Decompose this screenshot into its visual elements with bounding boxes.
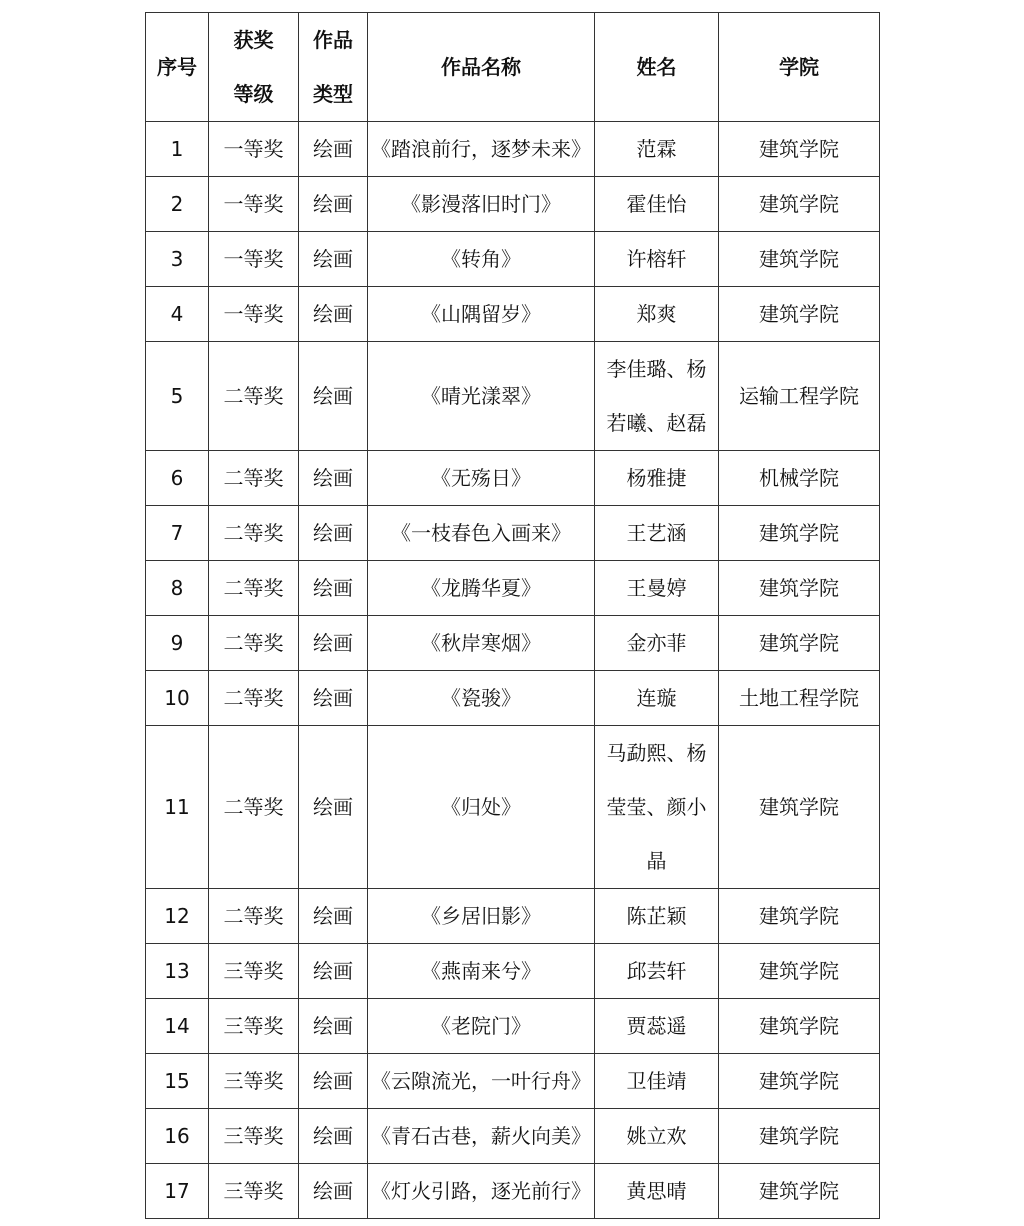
cell-work-type <box>299 506 368 561</box>
cell-work-title <box>368 451 595 506</box>
cell-name <box>595 1054 719 1109</box>
cell-work-title <box>368 232 595 287</box>
cell-work-title-text: 《秋岸寒烟》 <box>421 631 541 655</box>
cell-serial <box>146 671 209 726</box>
cell-work-title-text: 《影漫落旧时门》 <box>401 192 561 216</box>
cell-serial-text: 8 <box>170 576 184 600</box>
cell-name-text: 邱芸轩 <box>626 959 687 983</box>
cell-work-title-text: 《踏浪前行，逐梦未来》 <box>371 137 591 161</box>
cell-award-level <box>209 616 299 671</box>
cell-work-type-text: 绘画 <box>313 795 353 819</box>
cell-work-title <box>368 889 595 944</box>
table-row <box>146 287 880 342</box>
cell-serial <box>146 232 209 287</box>
cell-serial <box>146 122 209 177</box>
cell-serial <box>146 506 209 561</box>
cell-college <box>719 122 880 177</box>
cell-college-text: 运输工程学院 <box>739 384 859 408</box>
cell-college <box>719 671 880 726</box>
cell-work-type <box>299 122 368 177</box>
cell-work-title <box>368 287 595 342</box>
cell-serial <box>146 451 209 506</box>
cell-college <box>719 889 880 944</box>
cell-work-title <box>368 726 595 889</box>
cell-college-text: 建筑学院 <box>759 1179 839 1203</box>
cell-name <box>595 616 719 671</box>
cell-award-level <box>209 342 299 451</box>
cell-award-level-text: 二等奖 <box>223 466 284 490</box>
cell-name-text: 卫佳靖 <box>626 1069 687 1093</box>
cell-work-title <box>368 1164 595 1219</box>
cell-work-title-text: 《龙腾华夏》 <box>421 576 541 600</box>
cell-award-level <box>209 122 299 177</box>
cell-name-text: 姚立欢 <box>626 1124 687 1148</box>
header-college: 学院 <box>719 13 880 122</box>
cell-college <box>719 944 880 999</box>
cell-name-text: 李佳璐、杨若曦、赵磊 <box>606 357 707 435</box>
cell-serial-text: 4 <box>170 302 184 326</box>
cell-college-text: 建筑学院 <box>759 521 839 545</box>
cell-work-title-text: 《转角》 <box>441 247 521 271</box>
cell-work-title <box>368 506 595 561</box>
cell-name <box>595 561 719 616</box>
cell-award-level <box>209 1164 299 1219</box>
cell-award-level-text: 三等奖 <box>223 1179 284 1203</box>
cell-name <box>595 287 719 342</box>
cell-work-title-text: 《青石古巷，薪火向美》 <box>371 1124 591 1148</box>
cell-name <box>595 506 719 561</box>
cell-name-text: 马勐熙、杨莹莹、颜小晶 <box>606 741 707 873</box>
cell-work-title <box>368 342 595 451</box>
cell-award-level-text: 三等奖 <box>223 1069 284 1093</box>
cell-award-level <box>209 287 299 342</box>
cell-name <box>595 999 719 1054</box>
award-table <box>145 12 880 1219</box>
cell-serial-text: 14 <box>164 1014 190 1038</box>
cell-work-type-text: 绘画 <box>313 1124 353 1148</box>
cell-work-type <box>299 342 368 451</box>
cell-college-text: 建筑学院 <box>759 576 839 600</box>
cell-work-title-text: 《归处》 <box>441 795 521 819</box>
cell-work-type <box>299 999 368 1054</box>
cell-work-title <box>368 1054 595 1109</box>
cell-name-text: 黄思晴 <box>626 1179 687 1203</box>
cell-serial-text: 16 <box>164 1124 190 1148</box>
cell-work-title-text: 《乡居旧影》 <box>421 904 541 928</box>
cell-work-title <box>368 1109 595 1164</box>
cell-serial <box>146 944 209 999</box>
cell-college <box>719 1164 880 1219</box>
cell-work-type-text: 绘画 <box>313 959 353 983</box>
cell-college-text: 建筑学院 <box>759 959 839 983</box>
cell-work-title <box>368 177 595 232</box>
cell-college <box>719 451 880 506</box>
cell-work-type <box>299 287 368 342</box>
cell-name-text: 陈芷颖 <box>626 904 687 928</box>
cell-name-text: 许榕轩 <box>626 247 687 271</box>
cell-serial <box>146 1164 209 1219</box>
cell-serial-text: 10 <box>164 686 190 710</box>
cell-award-level <box>209 1054 299 1109</box>
cell-serial-text: 2 <box>170 192 184 216</box>
cell-college-text: 建筑学院 <box>759 1124 839 1148</box>
cell-college-text: 建筑学院 <box>759 302 839 326</box>
cell-name-text: 郑爽 <box>636 302 677 326</box>
cell-serial-text: 5 <box>170 384 184 408</box>
header-work-title: 作品名称 <box>368 13 595 122</box>
cell-name <box>595 342 719 451</box>
cell-award-level-text: 一等奖 <box>223 302 284 326</box>
cell-work-title-text: 《云隙流光，一叶行舟》 <box>371 1069 591 1093</box>
cell-award-level <box>209 944 299 999</box>
cell-work-title-text: 《燕南来兮》 <box>421 959 541 983</box>
cell-work-type-text: 绘画 <box>313 247 353 271</box>
cell-award-level <box>209 451 299 506</box>
cell-award-level <box>209 671 299 726</box>
cell-work-title <box>368 999 595 1054</box>
cell-award-level-text: 三等奖 <box>223 959 284 983</box>
cell-award-level <box>209 726 299 889</box>
cell-award-level-text: 二等奖 <box>223 904 284 928</box>
cell-name <box>595 1164 719 1219</box>
cell-college <box>719 232 880 287</box>
cell-work-title-text: 《老院门》 <box>431 1014 531 1038</box>
cell-work-title <box>368 616 595 671</box>
header-work-type: 作品 类型 <box>299 13 368 122</box>
cell-serial <box>146 561 209 616</box>
cell-work-type <box>299 561 368 616</box>
cell-award-level-text: 一等奖 <box>223 192 284 216</box>
cell-college <box>719 506 880 561</box>
cell-work-type-text: 绘画 <box>313 384 353 408</box>
cell-award-level <box>209 889 299 944</box>
cell-work-type-text: 绘画 <box>313 1069 353 1093</box>
cell-work-type <box>299 671 368 726</box>
table-row <box>146 232 880 287</box>
cell-name <box>595 122 719 177</box>
cell-serial <box>146 616 209 671</box>
cell-award-level-text: 二等奖 <box>223 631 284 655</box>
header-row <box>146 13 880 122</box>
cell-serial-text: 1 <box>170 137 184 161</box>
cell-work-title <box>368 944 595 999</box>
cell-serial <box>146 889 209 944</box>
cell-college-text: 建筑学院 <box>759 631 839 655</box>
cell-award-level <box>209 177 299 232</box>
cell-award-level-text: 二等奖 <box>223 576 284 600</box>
cell-college-text: 建筑学院 <box>759 1069 839 1093</box>
cell-college <box>719 1109 880 1164</box>
cell-work-title-text: 《瓷骏》 <box>441 686 521 710</box>
cell-college <box>719 342 880 451</box>
cell-college <box>719 1054 880 1109</box>
table-row <box>146 616 880 671</box>
cell-work-title-text: 《一枝春色入画来》 <box>391 521 571 545</box>
cell-college-text: 建筑学院 <box>759 137 839 161</box>
cell-name-text: 连璇 <box>636 686 677 710</box>
cell-serial-text: 12 <box>164 904 190 928</box>
cell-award-level-text: 二等奖 <box>223 384 284 408</box>
cell-work-type-text: 绘画 <box>313 466 353 490</box>
cell-college <box>719 561 880 616</box>
cell-serial <box>146 342 209 451</box>
table-row <box>146 561 880 616</box>
table-row <box>146 451 880 506</box>
cell-award-level <box>209 506 299 561</box>
cell-work-type-text: 绘画 <box>313 302 353 326</box>
cell-award-level-text: 三等奖 <box>223 1014 284 1038</box>
cell-name <box>595 671 719 726</box>
cell-award-level-text: 二等奖 <box>223 686 284 710</box>
cell-serial-text: 9 <box>170 631 184 655</box>
table-row <box>146 177 880 232</box>
cell-work-title-text: 《晴光漾翠》 <box>421 384 541 408</box>
table-row <box>146 122 880 177</box>
cell-college-text: 建筑学院 <box>759 904 839 928</box>
cell-award-level-text: 一等奖 <box>223 137 284 161</box>
table-row <box>146 1109 880 1164</box>
table-row <box>146 999 880 1054</box>
cell-work-type-text: 绘画 <box>313 1014 353 1038</box>
cell-work-type-text: 绘画 <box>313 576 353 600</box>
cell-work-type <box>299 726 368 889</box>
cell-college <box>719 726 880 889</box>
cell-serial-text: 15 <box>164 1069 190 1093</box>
cell-serial <box>146 177 209 232</box>
cell-name <box>595 1109 719 1164</box>
cell-name <box>595 726 719 889</box>
cell-work-type-text: 绘画 <box>313 137 353 161</box>
cell-work-type <box>299 177 368 232</box>
cell-work-type-text: 绘画 <box>313 192 353 216</box>
cell-college <box>719 616 880 671</box>
cell-name-text: 杨雅捷 <box>626 466 687 490</box>
cell-work-type <box>299 889 368 944</box>
cell-name-text: 霍佳怡 <box>626 192 687 216</box>
cell-serial <box>146 1109 209 1164</box>
cell-work-type-text: 绘画 <box>313 521 353 545</box>
cell-work-type-text: 绘画 <box>313 1179 353 1203</box>
cell-work-type <box>299 1109 368 1164</box>
table-row <box>146 671 880 726</box>
cell-college-text: 土地工程学院 <box>739 686 859 710</box>
cell-name-text: 王艺涵 <box>626 521 687 545</box>
table-row <box>146 726 880 889</box>
cell-college <box>719 177 880 232</box>
header-name: 姓名 <box>595 13 719 122</box>
cell-serial-text: 7 <box>170 521 184 545</box>
table-row <box>146 944 880 999</box>
cell-serial <box>146 287 209 342</box>
cell-name <box>595 177 719 232</box>
cell-serial <box>146 1054 209 1109</box>
cell-work-title-text: 《灯火引路，逐光前行》 <box>371 1179 591 1203</box>
cell-serial-text: 17 <box>164 1179 190 1203</box>
cell-work-title-text: 《无殇日》 <box>431 466 531 490</box>
cell-name-text: 王曼婷 <box>626 576 687 600</box>
cell-work-type <box>299 944 368 999</box>
cell-work-type <box>299 451 368 506</box>
table-row <box>146 1054 880 1109</box>
table-row <box>146 1164 880 1219</box>
header-serial: 序号 <box>146 13 209 122</box>
cell-name <box>595 232 719 287</box>
cell-serial-text: 13 <box>164 959 190 983</box>
cell-work-type <box>299 616 368 671</box>
cell-award-level <box>209 561 299 616</box>
cell-work-type <box>299 1164 368 1219</box>
cell-work-type <box>299 1054 368 1109</box>
cell-college-text: 建筑学院 <box>759 795 839 819</box>
cell-award-level <box>209 232 299 287</box>
cell-work-title-text: 《山隅留岁》 <box>421 302 541 326</box>
cell-award-level <box>209 1109 299 1164</box>
header-award-level: 获奖 等级 <box>209 13 299 122</box>
cell-serial-text: 11 <box>164 795 190 819</box>
cell-serial <box>146 726 209 889</box>
cell-name-text: 范霖 <box>636 137 677 161</box>
table-row <box>146 342 880 451</box>
cell-award-level <box>209 999 299 1054</box>
cell-college-text: 建筑学院 <box>759 192 839 216</box>
table-body <box>146 122 880 1219</box>
cell-work-type <box>299 232 368 287</box>
cell-name-text: 金亦菲 <box>626 631 687 655</box>
cell-award-level-text: 三等奖 <box>223 1124 284 1148</box>
table-row <box>146 506 880 561</box>
cell-serial-text: 3 <box>170 247 184 271</box>
cell-work-type-text: 绘画 <box>313 631 353 655</box>
cell-work-type-text: 绘画 <box>313 686 353 710</box>
cell-college-text: 建筑学院 <box>759 1014 839 1038</box>
table-row <box>146 889 880 944</box>
cell-name <box>595 889 719 944</box>
cell-award-level-text: 一等奖 <box>223 247 284 271</box>
cell-work-title <box>368 671 595 726</box>
cell-college <box>719 287 880 342</box>
cell-name-text: 贾蕊遥 <box>626 1014 687 1038</box>
cell-work-title <box>368 561 595 616</box>
cell-college <box>719 999 880 1054</box>
cell-college-text: 建筑学院 <box>759 247 839 271</box>
cell-award-level-text: 二等奖 <box>223 795 284 819</box>
cell-name <box>595 451 719 506</box>
cell-college-text: 机械学院 <box>759 466 839 490</box>
cell-work-type-text: 绘画 <box>313 904 353 928</box>
cell-work-title <box>368 122 595 177</box>
cell-name <box>595 944 719 999</box>
cell-award-level-text: 二等奖 <box>223 521 284 545</box>
cell-serial-text: 6 <box>170 466 184 490</box>
cell-serial <box>146 999 209 1054</box>
